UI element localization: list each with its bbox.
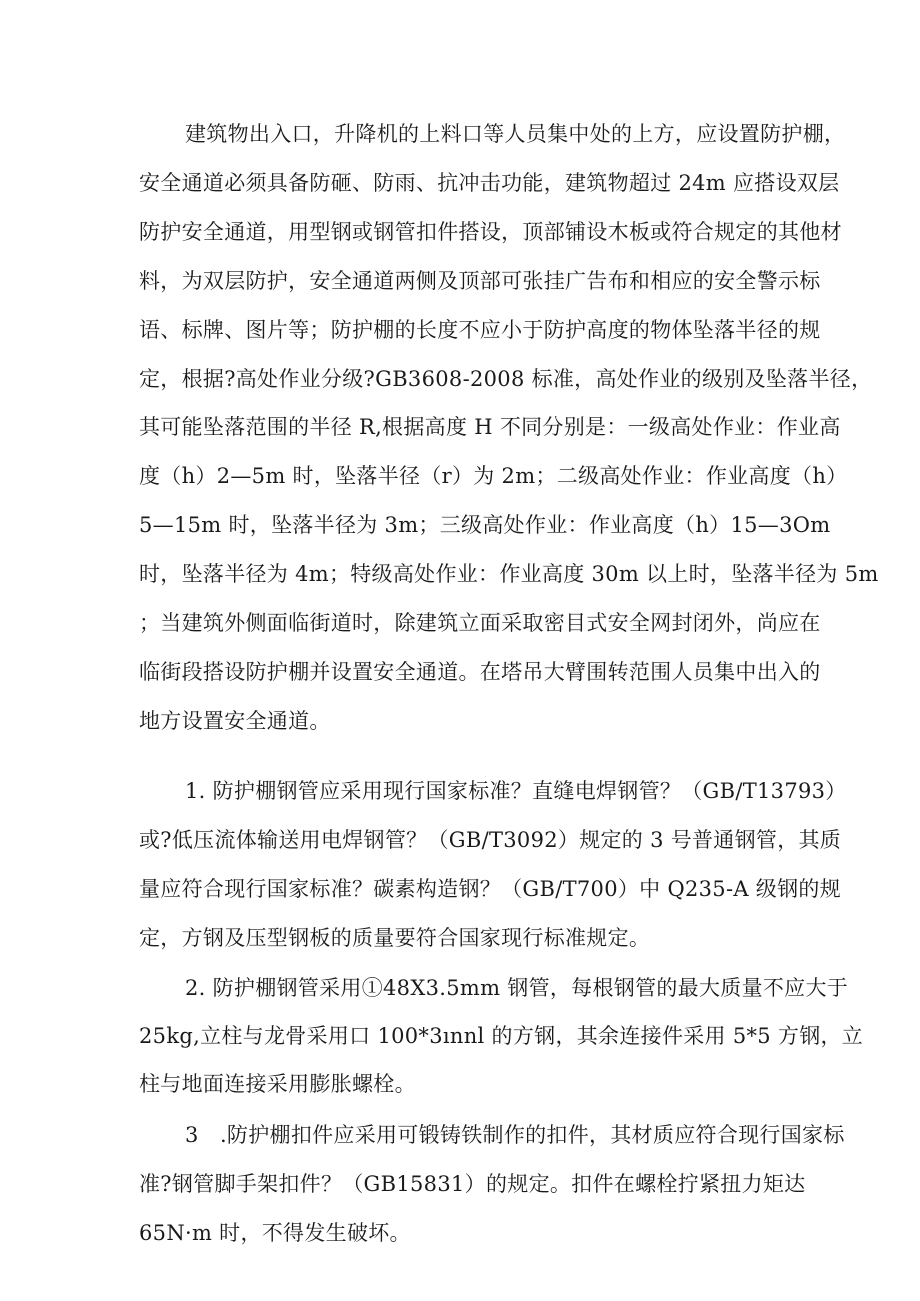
text-line: 65N·m 时，不得发生破坏。 <box>139 1221 411 1245</box>
text-line: 或?低压流体输送用电焊钢管？（GB/T3092）规定的 3 号普通钢管，其质 <box>139 828 842 852</box>
text-line: 2. 防护棚钢管采用①48X3.5mm 钢管，每根钢管的最大质量不应大于 <box>185 976 849 1000</box>
text-line: ；当建筑外侧面临街道时，除建筑立面采取密目式安全网封闭外，尚应在 <box>139 611 821 635</box>
text-line: 25kg,立柱与龙骨采用口 100*3ınnl 的方钢，其余连接件采用 5*5 方钢，立 <box>139 1024 864 1048</box>
text-line: 柱与地面连接采用膨胀螺栓。 <box>139 1072 416 1096</box>
text-line: 安全通道必须具备防砸、防雨、抗冲击功能，建筑物超过 24m 应搭设双层 <box>139 171 840 195</box>
text-line: 定，根据?高处作业分级?GB3608-2008 标准，高处作业的级别及坠落半径， <box>139 367 873 391</box>
text-line: 建筑物出入口，升降机的上料口等人员集中处的上方，应设置防护棚， <box>185 122 846 146</box>
text-line: 5—15m 时，坠落半径为 3m；三级高处作业：作业高度（h）15—3Om <box>139 513 831 537</box>
text-line: 语、标牌、图片等；防护棚的长度不应小于防护高度的物体坠落半径的规 <box>139 318 821 342</box>
text-line: 度（h）2—5m 时，坠落半径（r）为 2m；二级高处作业：作业高度（h） <box>139 464 848 488</box>
text-line: 1. 防护棚钢管应采用现行国家标准？直缝电焊钢管？（GB/T13793） <box>185 779 847 803</box>
text-line: 其可能坠落范围的半径 R,根据高度 H 不同分别是：一级高处作业：作业高 <box>139 415 841 439</box>
text-line: 地方设置安全通道。 <box>139 709 331 733</box>
text-line: 3 .防护棚扣件应采用可锻铸铁制作的扣件，其材质应符合现行国家标 <box>185 1123 845 1147</box>
text-line: 料，为双层防护，安全通道两侧及顶部可张挂广告布和相应的安全警示标 <box>139 269 821 293</box>
text-line: 防护安全通道，用型钢或钢管扣件搭设，顶部铺设木板或符合规定的其他材 <box>139 220 842 244</box>
text-line: 临街段搭设防护棚并设置安全通道。在塔吊大臂围转范围人员集中出入的 <box>139 660 821 684</box>
text-line: 准?钢管脚手架扣件？（GB15831）的规定。扣件在螺栓拧紧扭力矩达 <box>139 1172 806 1196</box>
text-line: 定，方钢及压型钢板的质量要符合国家现行标准规定。 <box>139 926 651 950</box>
text-line: 时，坠落半径为 4m；特级高处作业：作业高度 30m 以上时，坠落半径为 5m <box>139 562 879 586</box>
text-line: 量应符合现行国家标准？碳素构造钢？（GB/T700）中 Q235-A 级钢的规 <box>139 877 841 901</box>
